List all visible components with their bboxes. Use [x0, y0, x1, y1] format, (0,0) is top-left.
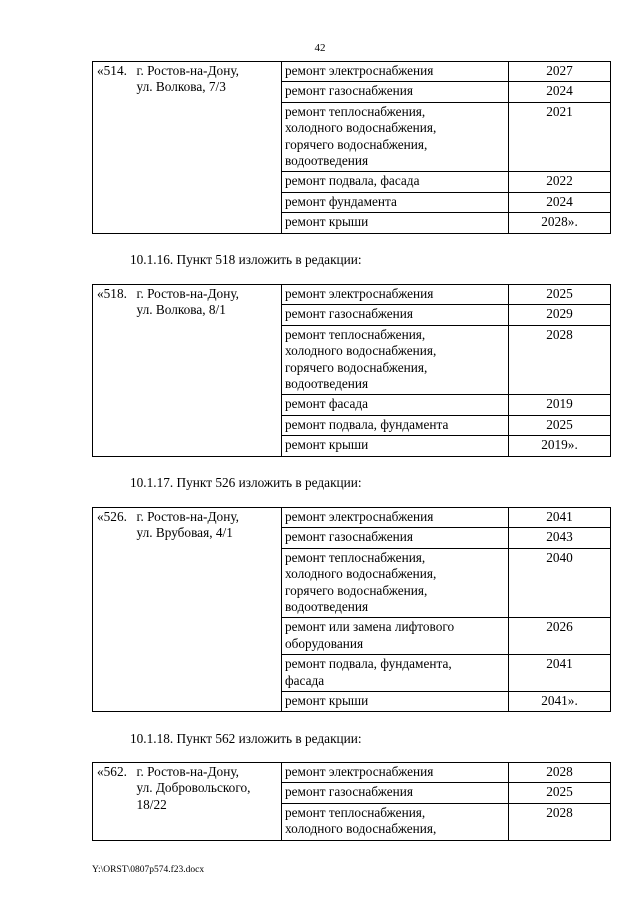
table-row [93, 285, 611, 305]
year-cell: 2029 [509, 305, 611, 325]
work-type-cell [282, 548, 509, 618]
work-type-line: холодного водоснабжения, [285, 566, 437, 582]
work-type-line: ремонт теплоснабжения, [285, 549, 426, 565]
page-number: 42 [314, 42, 326, 54]
work-type-cell [282, 692, 509, 712]
work-type-cell [282, 655, 509, 692]
address-line: г. Ростов-на-Дону, [136, 286, 239, 301]
work-type-cell [282, 62, 509, 82]
year-cell: 2041 [509, 508, 611, 528]
address-line: ул. Добровольского, [136, 780, 251, 796]
table-item-514 [92, 61, 611, 234]
work-type-line: ремонт электроснабжения [285, 63, 434, 78]
work-type-line: ремонт газоснабжения [285, 529, 413, 545]
year-cell: 2028 [509, 325, 611, 395]
work-type-line: холодного водоснабжения, [285, 821, 437, 837]
paragraph-item-526: 10.1.17. Пункт 526 изложить в редакции: [130, 475, 362, 490]
table-row [93, 508, 611, 528]
work-type-line: ремонт подвала, фундамента [285, 416, 449, 432]
year-cell: 2026 [509, 618, 611, 655]
work-type-line: ремонт крыши [285, 693, 369, 709]
year-cell: 2040 [509, 548, 611, 618]
work-type-line: ремонт крыши [285, 437, 369, 453]
year-cell: 2024 [509, 192, 611, 212]
year-cell: 2025 [509, 783, 611, 803]
year-cell: 2028 [509, 763, 611, 783]
work-type-cell [282, 172, 509, 192]
table-item-526 [92, 507, 611, 712]
address-cell [137, 508, 282, 712]
work-type-cell [282, 508, 509, 528]
work-type-cell [282, 783, 509, 803]
year-cell: 2019». [509, 436, 611, 456]
address-line: ул. Волкова, 8/1 [136, 302, 226, 318]
footer-file-path: Y:\ORST\0807p574.f23.docx [92, 865, 205, 875]
work-type-line: ремонт крыши [285, 214, 369, 230]
work-type-line: горячего водоснабжения, [285, 359, 428, 375]
paragraph-item-518: 10.1.16. Пункт 518 изложить в редакции: [130, 252, 362, 267]
work-type-line: водоотведения [285, 153, 369, 169]
work-type-line: ремонт подвала, фундамента, [285, 656, 452, 672]
work-type-line: оборудования [285, 635, 364, 651]
item-number: «562. [93, 763, 137, 841]
item-number: «518. [93, 285, 137, 457]
table-item-562 [92, 762, 611, 841]
year-cell: 2041». [509, 692, 611, 712]
year-cell: 2025 [509, 415, 611, 435]
year-cell: 2021 [509, 102, 611, 172]
work-type-cell [282, 285, 509, 305]
address-line: г. Ростов-на-Дону, [136, 764, 239, 779]
year-cell: 2024 [509, 82, 611, 102]
item-number: «514. [93, 62, 137, 234]
address-cell [137, 763, 282, 841]
work-type-line: ремонт или замена лифтового [285, 619, 455, 635]
year-cell: 2028». [509, 213, 611, 233]
work-type-cell [282, 82, 509, 102]
work-type-cell [282, 305, 509, 325]
table-row [93, 62, 611, 82]
work-type-line: фасада [285, 672, 325, 688]
work-type-line: ремонт газоснабжения [285, 784, 413, 800]
address-line: ул. Волкова, 7/3 [136, 79, 226, 95]
address-line: ул. Врубовая, 4/1 [136, 525, 233, 541]
work-type-line: ремонт фундамента [285, 193, 397, 209]
work-type-cell [282, 325, 509, 395]
year-cell: 2022 [509, 172, 611, 192]
work-type-cell [282, 415, 509, 435]
work-type-line: водоотведения [285, 599, 369, 615]
work-type-cell [282, 618, 509, 655]
address-cell [137, 285, 282, 457]
work-type-line: ремонт теплоснабжения, [285, 103, 426, 119]
year-cell: 2043 [509, 528, 611, 548]
work-type-line: ремонт газоснабжения [285, 83, 413, 99]
item-number: «526. [93, 508, 137, 712]
year-cell: 2025 [509, 285, 611, 305]
work-type-line: ремонт подвала, фасада [285, 173, 420, 189]
work-type-cell [282, 436, 509, 456]
work-type-line: ремонт электроснабжения [285, 286, 434, 301]
work-type-line: ремонт теплоснабжения, [285, 326, 426, 342]
work-type-line: горячего водоснабжения, [285, 136, 428, 152]
work-type-line: ремонт электроснабжения [285, 509, 434, 524]
work-type-cell [282, 192, 509, 212]
work-type-line: водоотведения [285, 376, 369, 392]
work-type-cell [282, 102, 509, 172]
year-cell: 2028 [509, 803, 611, 840]
work-type-cell [282, 395, 509, 415]
work-type-line: горячего водоснабжения, [285, 582, 428, 598]
address-line: г. Ростов-на-Дону, [136, 509, 239, 524]
work-type-line: холодного водоснабжения, [285, 120, 437, 136]
work-type-cell [282, 528, 509, 548]
work-type-line: ремонт фасада [285, 396, 369, 412]
work-type-line: ремонт электроснабжения [285, 764, 434, 779]
year-cell: 2041 [509, 655, 611, 692]
paragraph-item-562: 10.1.18. Пункт 562 изложить в редакции: [130, 731, 362, 746]
work-type-cell [282, 803, 509, 840]
table-item-518 [92, 284, 611, 457]
work-type-line: холодного водоснабжения, [285, 343, 437, 359]
year-cell: 2019 [509, 395, 611, 415]
address-line: 18/22 [136, 796, 167, 812]
work-type-line: ремонт теплоснабжения, [285, 804, 426, 820]
work-type-cell [282, 763, 509, 783]
work-type-line: ремонт газоснабжения [285, 306, 413, 322]
table-row [93, 763, 611, 783]
address-line: г. Ростов-на-Дону, [136, 63, 239, 78]
work-type-cell [282, 213, 509, 233]
year-cell: 2027 [509, 62, 611, 82]
address-cell [137, 62, 282, 234]
